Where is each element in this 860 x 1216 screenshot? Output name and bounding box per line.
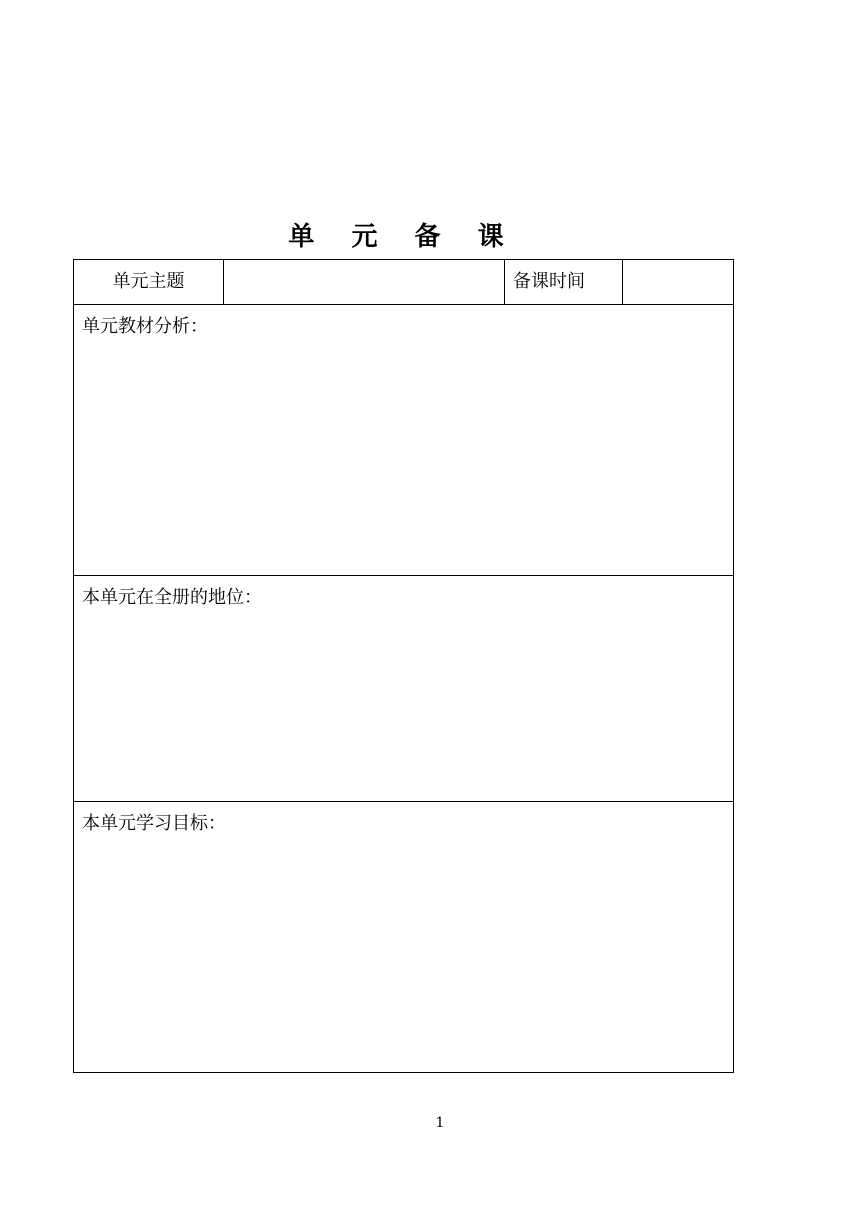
- learning-objectives-field[interactable]: [74, 802, 734, 1073]
- page-number: 1: [435, 1115, 445, 1131]
- prep-time-label: 备课时间: [505, 260, 623, 305]
- header-row: [74, 260, 734, 305]
- unit-topic-field[interactable]: [224, 260, 505, 305]
- textbook-analysis-label: 单元教材分析：: [82, 316, 208, 337]
- page-title: 单 元 备 课: [288, 222, 518, 252]
- section-row-objectives: [74, 802, 734, 1073]
- learning-objectives-label: 本单元学习目标：: [82, 813, 226, 834]
- section-row-position: [74, 576, 734, 802]
- unit-position-label: 本单元在全册的地位：: [82, 587, 262, 608]
- unit-topic-label: 单元主题: [74, 260, 224, 305]
- lesson-prep-table: [73, 259, 734, 1073]
- unit-position-field[interactable]: [74, 576, 734, 802]
- textbook-analysis-field[interactable]: [74, 305, 734, 576]
- prep-time-field[interactable]: [623, 260, 734, 305]
- section-row-analysis: [74, 305, 734, 576]
